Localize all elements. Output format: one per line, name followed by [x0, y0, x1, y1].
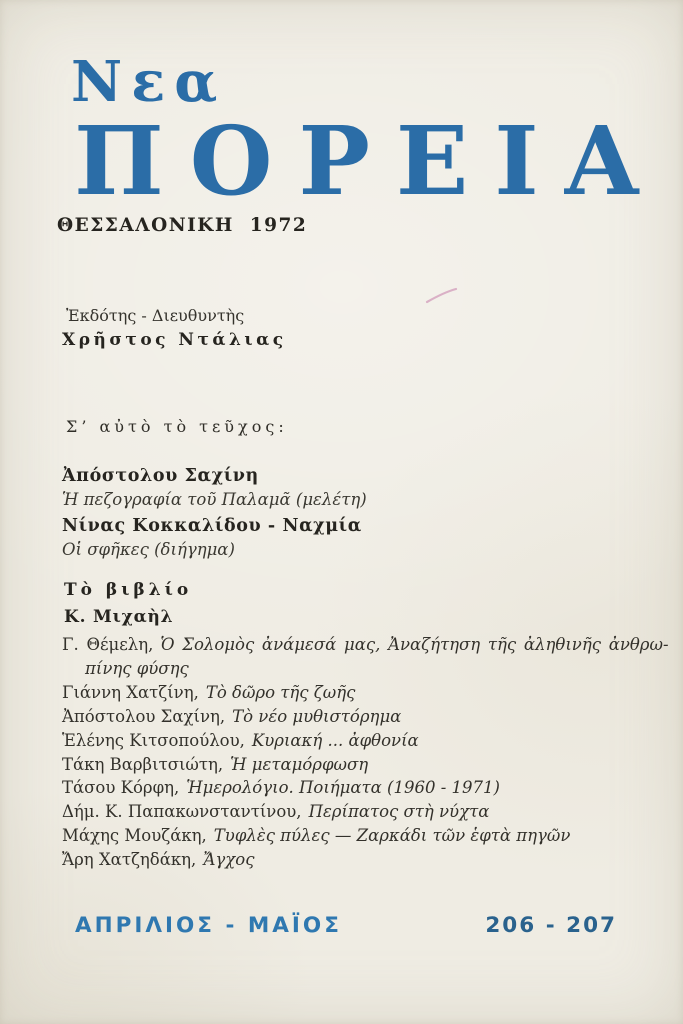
book-item-title: Τὸ δῶρο τῆς ζωῆς — [205, 682, 356, 702]
book-item-author: Ἀπόστολου Σαχίνη, — [62, 706, 226, 726]
contents-heading: Σ’ αὐτὸ τὸ τεῦχος: — [66, 417, 288, 436]
book-item — [62, 705, 628, 729]
book-item-author: Δήμ. Κ. Παπακωνσταντίνου, — [62, 802, 302, 822]
feature-work: Ἡ πεζογραφία τοῦ Παλαμᾶ (μελέτη) — [62, 490, 367, 509]
masthead-line1: Νεα — [71, 49, 227, 115]
book-item — [62, 729, 628, 753]
book-item-author: Γιάννη Χατζίνη, — [62, 682, 199, 702]
book-item-author: Ἄρη Χατζηδάκη, — [62, 850, 197, 870]
book-item-title: Περίπατος στὴ νύχτα — [308, 802, 490, 822]
book-item — [62, 800, 628, 824]
imprint-city-year: ΘΕΣΣΑΛΟΝΙΚΗ 1972 — [57, 215, 308, 236]
publisher-role-label: Ἐκδότης - Διευθυντὴς — [66, 306, 245, 325]
book-item-author: Ἑλένης Κιτσοπούλου, — [62, 730, 245, 750]
book-item — [62, 824, 628, 848]
issue-numbers: 206 - 207 — [485, 913, 617, 938]
book-item — [62, 681, 628, 705]
book-item-author: Τάσου Κόρφη, — [62, 778, 180, 798]
book-item-title: Τὸ νέο μυθιστόρημα — [232, 706, 402, 726]
book-section-heading: Τὸ βιβλίο — [64, 580, 193, 600]
book-section-reviewer: Κ. Μιχαὴλ — [64, 607, 174, 627]
book-item — [62, 776, 628, 800]
publisher-name: Χρῆστος Ντάλιας — [62, 330, 287, 350]
book-item-continuation — [62, 657, 628, 681]
book-item-title: Κυριακή ... ἀφθονία — [251, 730, 419, 750]
masthead-line2: ΠΟΡΕΙΑ — [74, 106, 665, 217]
book-item — [62, 848, 628, 872]
feature-work: Οἱ σφῆκες (διήγημα) — [62, 540, 235, 559]
feature-author: Ἀπόστολου Σαχίνη — [62, 466, 259, 486]
book-item-title: Ὁ Σολομὸς ἀνάμεσά μας, Ἀναζήτηση τῆς ἀληθινῆς ἀνθρω- — [160, 635, 669, 654]
book-list — [62, 633, 669, 872]
book-item-author: Μάχης Μουζάκη, — [62, 826, 207, 846]
book-item-title-continued: πίνης φύσης — [85, 658, 189, 678]
book-item-title: Ἡμερολόγιο. Ποιήματα (1960 - 1971) — [186, 778, 500, 798]
issue-period: ΑΠΡΙΛΙΟΣ - ΜΑΪΟΣ — [75, 913, 342, 938]
book-item-author: Γ. Θέμελη, — [62, 635, 154, 654]
book-item — [62, 633, 669, 657]
book-item-title: Ἡ μεταμόρφωση — [230, 754, 369, 774]
book-item-author: Τάκη Βαρβιτσιώτη, — [62, 754, 224, 774]
pink-ink-mark — [425, 286, 459, 306]
book-item — [62, 753, 628, 777]
book-item-title: Τυφλὲς πύλες — Ζαρκάδι τῶν ἑφτὰ πηγῶν — [213, 826, 571, 846]
book-item-title: Ἄγχος — [203, 850, 255, 870]
feature-author: Νίνας Κοκκαλίδου - Ναχμία — [62, 516, 362, 536]
